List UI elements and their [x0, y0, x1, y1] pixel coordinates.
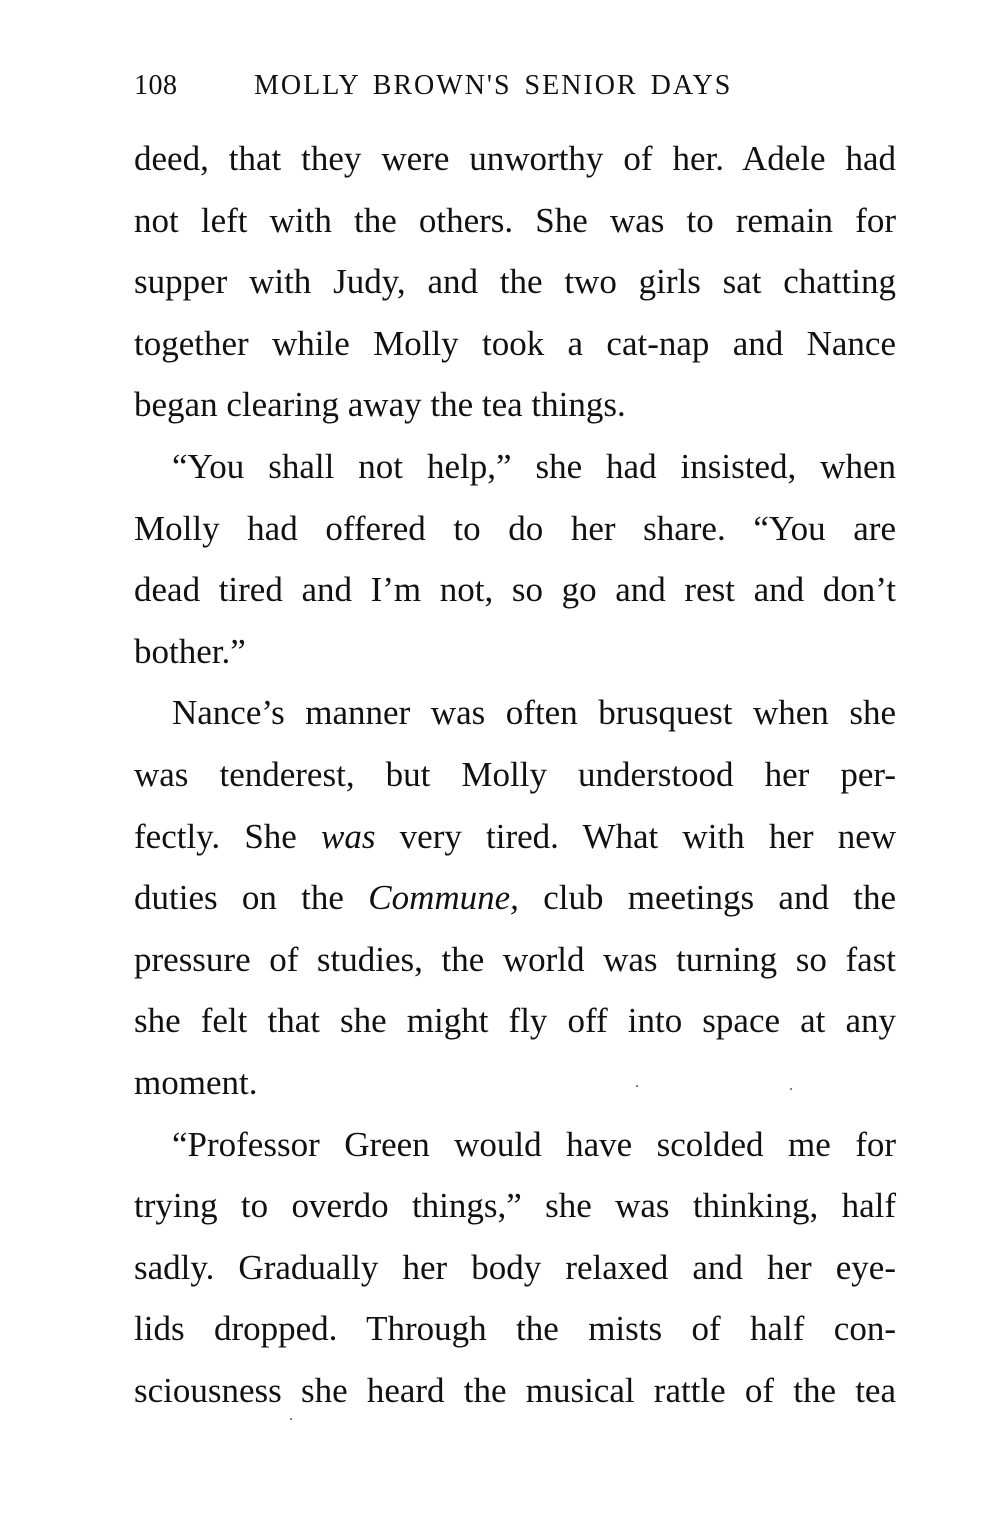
- text-line: [134, 1175, 896, 1237]
- text-segment: bother.”: [134, 631, 246, 671]
- text-segment: not left with the others. She was to remain for: [134, 200, 896, 240]
- stray-print-mark: [636, 1085, 638, 1087]
- text-line: [134, 128, 896, 190]
- text-line: [134, 1237, 896, 1299]
- text-segment: Molly had offered to do her share. “You are: [134, 508, 896, 548]
- text-line: [134, 559, 896, 621]
- text-line: [134, 744, 896, 806]
- text-segment: began clearing away the tea things.: [134, 385, 626, 425]
- text-segment: trying to overdo things,” she was thinking, half: [134, 1186, 896, 1226]
- text-segment: duties on the: [134, 878, 369, 918]
- text-segment: was tenderest, but Molly understood her per-: [134, 754, 896, 794]
- text-segment: pressure of studies, the world was turning so fast: [134, 939, 896, 979]
- text-segment: lids dropped. Through the mists of half con-: [134, 1309, 896, 1349]
- text-line: [134, 1114, 896, 1176]
- stray-print-mark: [790, 1088, 792, 1090]
- text-segment: “Professor Green would have scolded me for: [172, 1124, 896, 1164]
- body-text: [134, 128, 896, 1421]
- text-line: [134, 436, 896, 498]
- text-line: [134, 867, 896, 929]
- text-segment: she felt that she might fly off into space at any: [134, 1001, 896, 1041]
- text-segment: dead tired and I’m not, so go and rest and don’t: [134, 570, 896, 610]
- text-segment: supper with Judy, and the two girls sat chatting: [134, 262, 896, 302]
- text-line: [134, 313, 896, 375]
- text-line: [134, 621, 896, 683]
- text-line: [134, 990, 896, 1052]
- italic-text: was: [321, 816, 376, 856]
- text-segment: moment.: [134, 1062, 258, 1102]
- text-segment: Nance’s manner was often brusquest when she: [172, 693, 896, 733]
- text-segment: club meetings and the: [518, 878, 896, 918]
- italic-text: Commune,: [368, 878, 519, 918]
- running-header: [134, 70, 896, 122]
- page-number: 108: [134, 70, 178, 101]
- text-line: [134, 251, 896, 313]
- text-line: [134, 929, 896, 991]
- text-segment: “You shall not help,” she had insisted, when: [172, 446, 896, 486]
- text-line: [134, 1360, 896, 1422]
- text-line: [134, 190, 896, 252]
- running-title: MOLLY BROWN'S SENIOR DAYS: [254, 70, 733, 101]
- text-segment: sciousness she heard the musical rattle of the tea: [134, 1370, 896, 1410]
- text-segment: very tired. What with her new: [375, 816, 897, 856]
- text-line: [134, 498, 896, 560]
- text-segment: fectly. She: [134, 816, 322, 856]
- text-line: [134, 1298, 896, 1360]
- text-line: [134, 1052, 896, 1114]
- text-line: [134, 374, 896, 436]
- text-segment: deed, that they were unworthy of her. Adele had: [134, 139, 896, 178]
- text-line: [134, 682, 896, 744]
- text-line: [134, 806, 896, 868]
- book-page: [134, 70, 896, 1421]
- stray-print-mark: [290, 1418, 292, 1420]
- text-segment: together while Molly took a cat-nap and Nance: [134, 323, 896, 363]
- text-segment: sadly. Gradually her body relaxed and her eye-: [134, 1247, 896, 1287]
